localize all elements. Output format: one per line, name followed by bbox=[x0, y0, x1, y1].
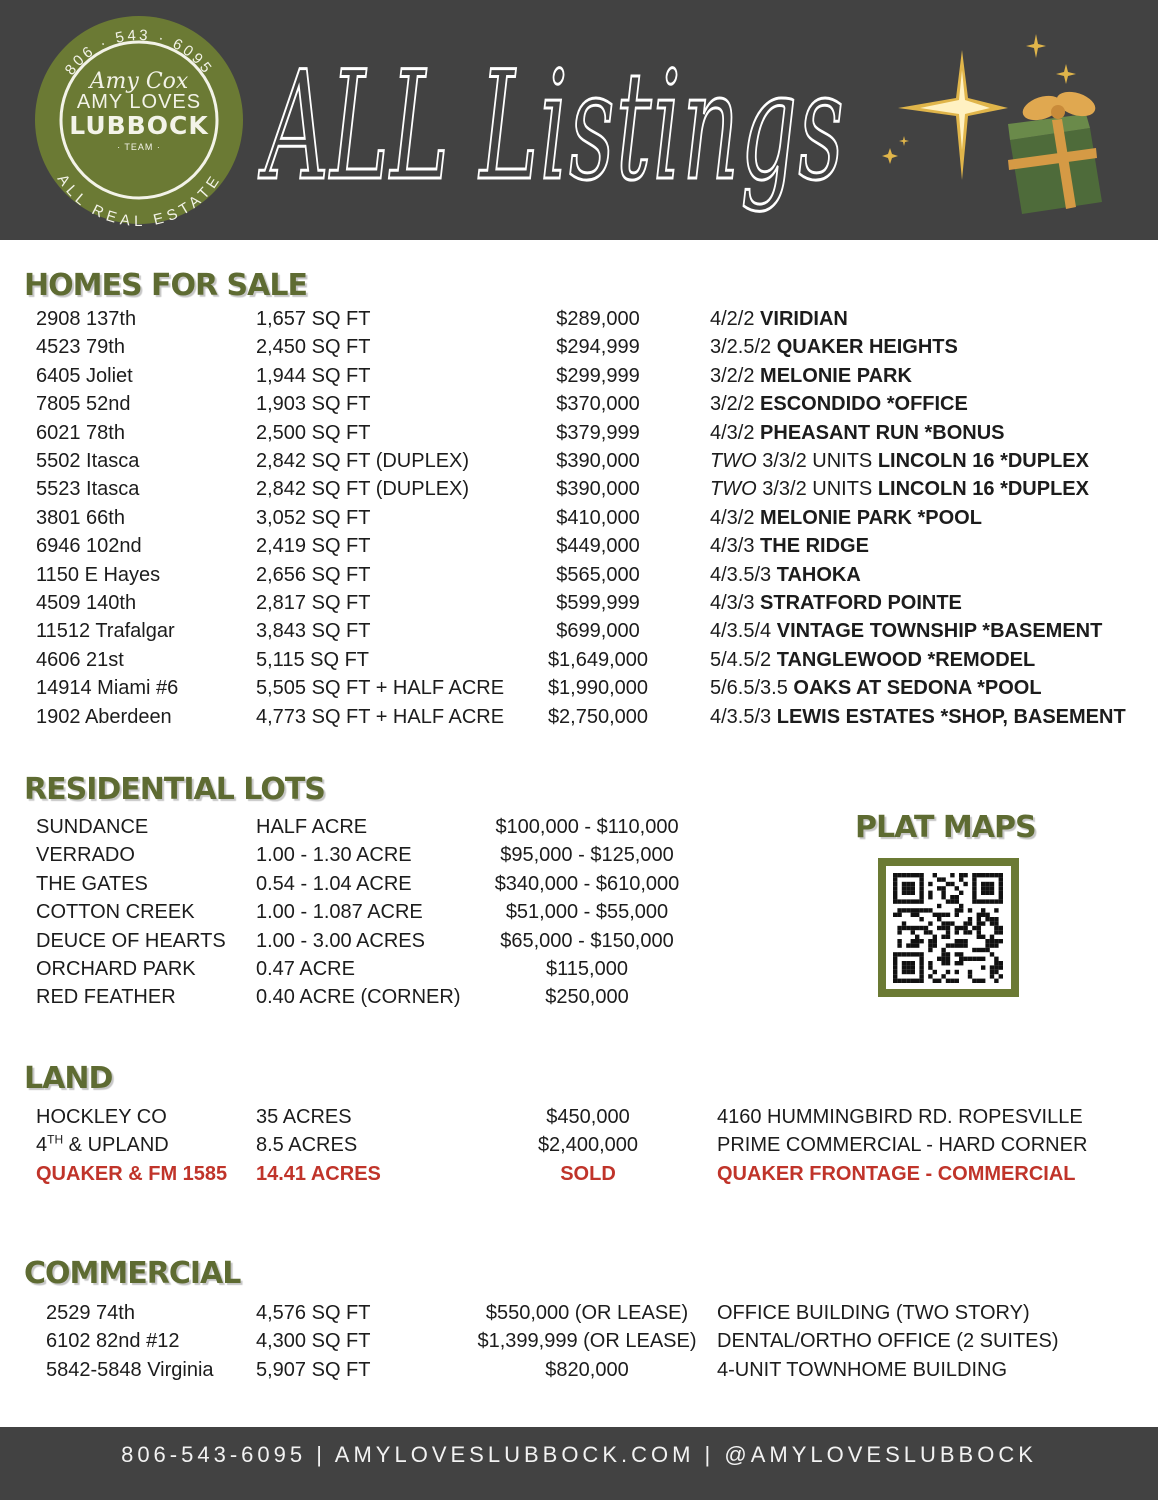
price-cell: $2,400,000 bbox=[537, 1134, 639, 1157]
acreage-cell: 8.5 ACRES bbox=[256, 1134, 358, 1157]
header-banner bbox=[0, 0, 1158, 240]
bed-bath-garage: 4/3/2 bbox=[710, 421, 755, 444]
bed-bath-garage: 4/3.5/3 bbox=[710, 705, 772, 728]
neighborhood-name: TANGLEWOOD *REMODEL bbox=[776, 648, 1036, 671]
details-cell bbox=[710, 390, 968, 418]
footer-contact-text: 806-543-6095 | AMYLOVESLUBBOCK.COM | @AMYLOVESLUBBOCK bbox=[121, 1442, 1037, 1467]
bed-bath-garage: 4/3.5/3 bbox=[710, 563, 772, 586]
subdivision-cell: COTTON CREEK bbox=[36, 901, 195, 924]
size-cell: HALF ACRE bbox=[256, 816, 368, 838]
address-cell: 4509 140th bbox=[36, 592, 137, 614]
price-cell: $565,000 bbox=[556, 563, 640, 586]
table-row bbox=[0, 333, 1158, 361]
details-cell bbox=[710, 674, 1042, 702]
price-cell: $1,399,999 (OR LEASE) bbox=[477, 1330, 697, 1353]
neighborhood-name: QUAKER HEIGHTS bbox=[776, 336, 958, 359]
price-cell: $2,750,000 bbox=[547, 705, 649, 728]
size-cell: 3,052 SQ FT bbox=[256, 506, 371, 529]
table-row bbox=[0, 532, 1158, 560]
price-range-cell: $250,000 bbox=[545, 986, 629, 1009]
subdivision-cell: DEUCE OF HEARTS bbox=[36, 929, 226, 952]
details-cell bbox=[710, 475, 1089, 503]
note-cell: 4-UNIT TOWNHOME BUILDING bbox=[717, 1358, 1008, 1381]
bed-bath-garage: 4/3.5/4 bbox=[710, 620, 772, 643]
size-cell: 1.00 - 1.30 ACRE bbox=[256, 844, 412, 867]
address-cell: 6021 78th bbox=[36, 421, 125, 444]
all-listings-title bbox=[255, 18, 875, 228]
svg-text:ALL Listings: ALL Listings bbox=[257, 40, 846, 214]
table-row bbox=[0, 703, 1158, 731]
details-qualifier: TWO bbox=[710, 450, 757, 472]
table-row bbox=[0, 1327, 1158, 1355]
details-cell bbox=[710, 532, 869, 560]
size-cell: 4,576 SQ FT bbox=[256, 1302, 371, 1324]
plat-maps-heading: PLAT MAPS bbox=[855, 810, 1036, 845]
details-cell bbox=[710, 703, 1126, 731]
table-row bbox=[0, 1103, 1158, 1131]
table-row bbox=[0, 561, 1158, 589]
svg-text:AMY LOVES: AMY LOVES bbox=[76, 91, 202, 113]
price-cell: $390,000 bbox=[556, 450, 640, 472]
neighborhood-name: VINTAGE TOWNSHIP *BASEMENT bbox=[776, 620, 1103, 643]
address-cell: 6102 82nd #12 bbox=[46, 1330, 180, 1353]
price-cell: $449,000 bbox=[556, 535, 640, 558]
price-cell: $599,999 bbox=[556, 592, 640, 614]
details-cell bbox=[710, 589, 962, 617]
table-row bbox=[0, 1131, 1158, 1159]
size-cell: 1.00 - 1.087 ACRE bbox=[256, 901, 423, 924]
address-cell: 5842-5848 Virginia bbox=[46, 1358, 214, 1381]
size-cell: 5,907 SQ FT bbox=[256, 1358, 371, 1381]
bed-bath-garage: 3/2/2 bbox=[710, 364, 755, 387]
subdivision-cell: SUNDANCE bbox=[36, 816, 149, 838]
address-cell: 6946 102nd bbox=[36, 535, 142, 558]
size-cell: 2,419 SQ FT bbox=[256, 535, 371, 558]
price-range-cell: $340,000 - $610,000 bbox=[494, 872, 680, 895]
price-range-cell: $51,000 - $55,000 bbox=[505, 901, 669, 924]
bed-bath-garage: 5/6.5/3.5 bbox=[710, 677, 788, 700]
details-cell bbox=[710, 646, 1035, 674]
table-row bbox=[0, 419, 1158, 447]
price-cell: $299,999 bbox=[556, 364, 640, 387]
gift-icon bbox=[1008, 87, 1102, 214]
price-cell: SOLD bbox=[560, 1162, 616, 1185]
size-cell: 1,903 SQ FT bbox=[256, 393, 371, 416]
note-cell: OFFICE BUILDING (TWO STORY) bbox=[717, 1302, 1030, 1324]
acreage-cell: 35 ACRES bbox=[256, 1106, 352, 1128]
neighborhood-name: LEWIS ESTATES *SHOP, BASEMENT bbox=[776, 705, 1126, 728]
neighborhood-name: PHEASANT RUN *BONUS bbox=[760, 421, 1005, 444]
price-cell: $1,990,000 bbox=[547, 677, 649, 700]
size-cell: 0.40 ACRE (CORNER) bbox=[256, 986, 461, 1009]
price-range-cell: $65,000 - $150,000 bbox=[500, 929, 674, 952]
address-cell: 11512 Trafalgar bbox=[36, 620, 175, 643]
address-cell: 1902 Aberdeen bbox=[36, 705, 172, 728]
table-row bbox=[0, 646, 1158, 674]
size-cell: 2,817 SQ FT bbox=[256, 592, 371, 614]
plat-maps-qr-code[interactable] bbox=[878, 858, 1019, 997]
price-cell: $294,999 bbox=[556, 336, 640, 359]
address-cell: 5502 Itasca bbox=[36, 450, 140, 472]
neighborhood-name: MELONIE PARK *POOL bbox=[760, 506, 982, 529]
price-cell: $289,000 bbox=[556, 308, 640, 330]
land-name-cell: QUAKER & FM 1585 bbox=[36, 1162, 228, 1185]
subdivision-cell: ORCHARD PARK bbox=[36, 958, 196, 980]
details-cell bbox=[710, 419, 1005, 447]
details-cell bbox=[710, 333, 958, 361]
bed-bath-garage: 4/3/3 bbox=[710, 535, 755, 558]
address-cell: 7805 52nd bbox=[36, 393, 131, 416]
price-cell: $390,000 bbox=[556, 478, 640, 501]
address-cell: 2529 74th bbox=[46, 1302, 135, 1324]
bed-bath-garage: 3/2/2 bbox=[710, 393, 755, 416]
details-cell bbox=[710, 447, 1089, 475]
size-cell: 1.00 - 3.00 ACRES bbox=[256, 929, 425, 952]
bed-bath-garage: 4/3/2 bbox=[710, 506, 755, 529]
address-cell: 2908 137th bbox=[36, 308, 137, 330]
price-cell: $820,000 bbox=[545, 1358, 629, 1381]
details-cell bbox=[710, 362, 912, 390]
price-range-cell: $95,000 - $125,000 bbox=[500, 844, 674, 867]
land-name-cell bbox=[36, 1131, 169, 1159]
size-cell: 2,450 SQ FT bbox=[256, 336, 371, 359]
address-cell: 4606 21st bbox=[36, 648, 124, 671]
neighborhood-name: VIRIDIAN bbox=[760, 308, 848, 330]
size-cell: 5,505 SQ FT + HALF ACRE bbox=[256, 677, 505, 700]
size-cell: 2,842 SQ FT (DUPLEX) bbox=[256, 450, 470, 472]
details-cell bbox=[710, 504, 982, 532]
size-cell: 2,842 SQ FT (DUPLEX) bbox=[256, 478, 470, 501]
table-row bbox=[0, 362, 1158, 390]
svg-text:806 · 543 · 6095: 806 · 543 · 6095 bbox=[61, 26, 217, 79]
address-cell: 3801 66th bbox=[36, 506, 125, 529]
land-name-number: 4 bbox=[36, 1134, 48, 1157]
bed-bath-garage: 3/2.5/2 bbox=[710, 336, 772, 359]
address-cell: 5523 Itasca bbox=[36, 478, 140, 501]
table-row bbox=[0, 1356, 1158, 1384]
residential-lots-heading: RESIDENTIAL LOTS bbox=[24, 772, 325, 807]
table-row bbox=[0, 475, 1158, 503]
commercial-heading: COMMERCIAL bbox=[24, 1256, 241, 1291]
details-qualifier: TWO bbox=[710, 478, 757, 501]
price-range-cell: $100,000 - $110,000 bbox=[495, 816, 679, 838]
address-cell: 6405 Joliet bbox=[36, 364, 133, 387]
price-cell: $699,000 bbox=[556, 620, 640, 643]
neighborhood-name: THE RIDGE bbox=[760, 535, 869, 558]
address-cell: 14914 Miami #6 bbox=[36, 677, 179, 700]
table-row bbox=[0, 674, 1158, 702]
table-row bbox=[0, 617, 1158, 645]
size-cell: 4,300 SQ FT bbox=[256, 1330, 371, 1353]
neighborhood-name: STRATFORD POINTE bbox=[760, 592, 962, 614]
address-cell: 4523 79th bbox=[36, 336, 125, 359]
details-cell bbox=[710, 617, 1102, 645]
svg-text:ALL REAL ESTATE: ALL REAL ESTATE bbox=[53, 171, 225, 226]
price-cell: $1,649,000 bbox=[547, 648, 649, 671]
table-row bbox=[0, 589, 1158, 617]
price-cell: $410,000 bbox=[556, 506, 640, 529]
svg-text:LUBBOCK: LUBBOCK bbox=[69, 111, 209, 140]
price-cell: $370,000 bbox=[556, 393, 640, 416]
land-name-rest: & UPLAND bbox=[63, 1134, 169, 1157]
svg-text:· TEAM ·: · TEAM · bbox=[117, 142, 161, 152]
table-row bbox=[0, 1160, 1158, 1188]
land-name-cell: HOCKLEY CO bbox=[36, 1106, 167, 1128]
size-cell: 5,115 SQ FT bbox=[256, 648, 370, 671]
note-cell: 4160 HUMMINGBIRD RD. ROPESVILLE bbox=[717, 1106, 1083, 1128]
size-cell: 2,500 SQ FT bbox=[256, 421, 371, 444]
size-cell: 1,657 SQ FT bbox=[256, 308, 371, 330]
amy-loves-lubbock-logo bbox=[33, 14, 245, 226]
bed-bath-garage: 3/3/2 UNITS bbox=[762, 478, 873, 501]
details-cell bbox=[710, 305, 848, 333]
bed-bath-garage: 5/4.5/2 bbox=[710, 648, 772, 671]
table-row bbox=[0, 447, 1158, 475]
homes-for-sale-heading: HOMES FOR SALE bbox=[24, 268, 307, 303]
table-row bbox=[0, 1299, 1158, 1327]
table-row bbox=[0, 305, 1158, 333]
neighborhood-name: MELONIE PARK bbox=[760, 364, 912, 387]
details-cell bbox=[710, 561, 861, 589]
bed-bath-garage: 3/3/2 UNITS bbox=[762, 450, 873, 472]
svg-text:Amy Cox: Amy Cox bbox=[89, 69, 189, 94]
size-cell: 0.54 - 1.04 ACRE bbox=[256, 872, 412, 895]
neighborhood-name: LINCOLN 16 *DUPLEX bbox=[877, 450, 1089, 472]
subdivision-cell: RED FEATHER bbox=[36, 986, 176, 1009]
price-cell: $379,999 bbox=[556, 421, 640, 444]
holiday-decoration bbox=[880, 30, 1110, 220]
neighborhood-name: TAHOKA bbox=[776, 563, 861, 586]
size-cell: 3,843 SQ FT bbox=[256, 620, 371, 643]
neighborhood-name: LINCOLN 16 *DUPLEX bbox=[877, 478, 1089, 501]
price-cell: $450,000 bbox=[546, 1106, 630, 1128]
footer-contact-bar bbox=[0, 1427, 1158, 1500]
bed-bath-garage: 4/2/2 bbox=[710, 308, 755, 330]
land-heading: LAND bbox=[24, 1061, 113, 1096]
size-cell: 0.47 ACRE bbox=[256, 958, 355, 980]
size-cell: 2,656 SQ FT bbox=[256, 563, 371, 586]
note-cell: QUAKER FRONTAGE - COMMERCIAL bbox=[717, 1162, 1076, 1185]
address-cell: 1150 E Hayes bbox=[36, 563, 161, 586]
land-name-superscript: TH bbox=[47, 1132, 64, 1147]
neighborhood-name: ESCONDIDO *OFFICE bbox=[760, 393, 968, 416]
size-cell: 4,773 SQ FT + HALF ACRE bbox=[256, 705, 505, 728]
subdivision-cell: THE GATES bbox=[36, 872, 148, 895]
note-cell: PRIME COMMERCIAL - HARD CORNER bbox=[717, 1134, 1088, 1157]
table-row bbox=[0, 504, 1158, 532]
table-row bbox=[0, 390, 1158, 418]
size-cell: 1,944 SQ FT bbox=[256, 364, 371, 387]
note-cell: DENTAL/ORTHO OFFICE (2 SUITES) bbox=[717, 1330, 1059, 1353]
subdivision-cell: VERRADO bbox=[36, 844, 135, 867]
neighborhood-name: OAKS AT SEDONA *POOL bbox=[793, 677, 1042, 700]
acreage-cell: 14.41 ACRES bbox=[256, 1162, 381, 1185]
bed-bath-garage: 4/3/3 bbox=[710, 592, 755, 614]
price-range-cell: $115,000 bbox=[546, 958, 628, 980]
price-cell: $550,000 (OR LEASE) bbox=[485, 1302, 689, 1324]
